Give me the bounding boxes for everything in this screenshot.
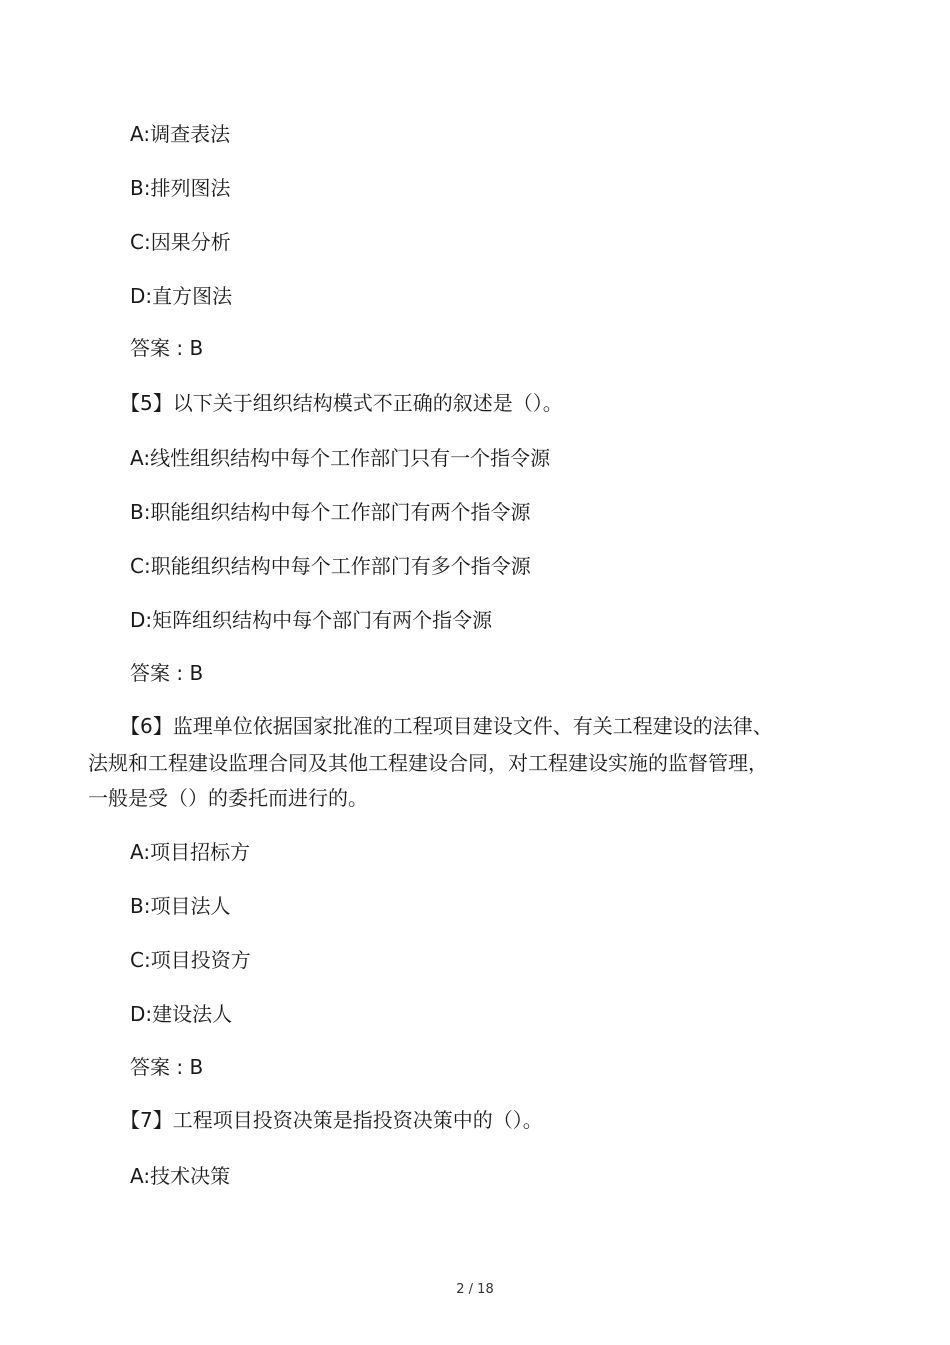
q6-option-a: A:项目招标方 <box>130 840 251 864</box>
q6-question-line-1: 【6】监理单位依据国家批准的工程项目建设文件、有关工程建设的法律、 <box>120 714 773 738</box>
q5-option-c: C:职能组织结构中每个工作部门有多个指令源 <box>130 554 531 578</box>
q5-option-a: A:线性组织结构中每个工作部门只有一个指令源 <box>130 446 551 470</box>
q4-option-c: C:因果分析 <box>130 230 231 254</box>
q4-option-d: D:直方图法 <box>130 284 233 308</box>
q5-question: 【5】以下关于组织结构模式不正确的叙述是（）。 <box>120 391 563 415</box>
q4-answer: 答案 : B <box>130 336 204 360</box>
q6-question-line-3: 一般是受（）的委托而进行的。 <box>88 786 368 810</box>
q7-question: 【7】工程项目投资决策是指投资决策中的（）。 <box>120 1108 543 1132</box>
q4-option-b: B:排列图法 <box>130 176 231 200</box>
q5-answer: 答案 : B <box>130 661 204 685</box>
q6-option-d: D:建设法人 <box>130 1002 233 1026</box>
page-number: 2 / 18 <box>456 1282 494 1297</box>
q5-option-b: B:职能组织结构中每个工作部门有两个指令源 <box>130 500 531 524</box>
q6-question-line-2: 法规和工程建设监理合同及其他工程建设合同，对工程建设实施的监督管理， <box>88 751 768 775</box>
q6-option-c: C:项目投资方 <box>130 948 251 972</box>
q7-option-a: A:技术决策 <box>130 1164 231 1188</box>
q4-option-a: A:调查表法 <box>130 122 231 146</box>
q5-option-d: D:矩阵组织结构中每个部门有两个指令源 <box>130 608 493 632</box>
q6-answer: 答案 : B <box>130 1055 204 1079</box>
q6-option-b: B:项目法人 <box>130 894 231 918</box>
